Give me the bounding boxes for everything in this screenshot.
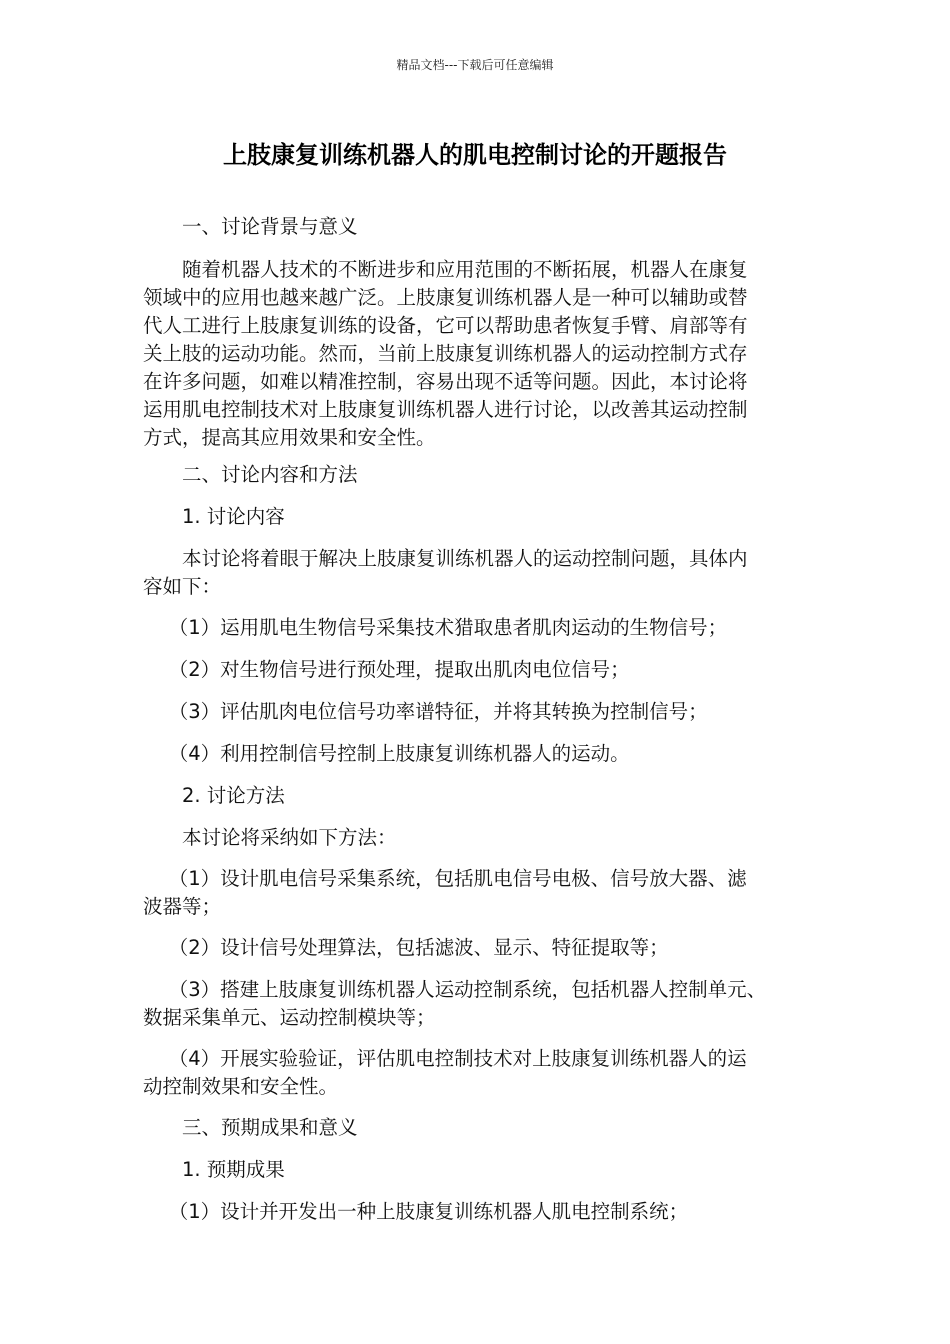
text-line: （3）搭建上肢康复训练机器人运动控制系统，包括机器人控制单元、 xyxy=(143,978,767,1001)
text-line: （2）设计信号处理算法，包括滤波、显示、特征提取等； xyxy=(143,936,669,959)
text-line: 本讨论将着眼于解决上肢康复训练机器人的运动控制问题，具体内 xyxy=(143,547,748,570)
text-line: 二、讨论内容和方法 xyxy=(143,463,358,486)
list-item-outcome-1 xyxy=(143,1198,815,1226)
text-line: （3）评估肌肉电位信号功率谱特征，并将其转换为控制信号； xyxy=(143,700,708,723)
list-item-method-4 xyxy=(143,1045,815,1101)
text-line: 在许多问题，如难以精准控制，容易出现不适等问题。因此，本讨论将 xyxy=(143,370,748,393)
document-title: 上肢康复训练机器人的肌电控制讨论的开题报告 xyxy=(223,141,727,169)
text-line: （1）设计并开发出一种上肢康复训练机器人肌电控制系统； xyxy=(143,1200,689,1223)
subheading-content xyxy=(143,503,815,531)
list-item-method-3 xyxy=(143,976,815,1032)
list-item-content-2 xyxy=(143,656,815,684)
text-line: 三、预期成果和意义 xyxy=(143,1116,358,1139)
list-item-content-4 xyxy=(143,740,815,768)
text-line: 代人工进行上肢康复训练的设备，它可以帮助患者恢复手臂、肩部等有 xyxy=(143,314,748,337)
text-line: （4）开展实验验证，评估肌电控制技术对上肢康复训练机器人的运 xyxy=(143,1047,747,1070)
paragraph-background xyxy=(143,256,815,452)
text-line: 关上肢的运动功能。然而，当前上肢康复训练机器人的运动控制方式存 xyxy=(143,342,748,365)
section-heading-background xyxy=(143,213,815,241)
text-line: 波器等； xyxy=(143,895,222,918)
text-line: 动控制效果和安全性。 xyxy=(143,1075,339,1098)
text-line: 容如下： xyxy=(143,575,222,598)
text-line: 2. 讨论方法 xyxy=(143,784,285,807)
list-item-content-1 xyxy=(143,614,815,642)
page-header: 精品文档---下载后可任意编辑 xyxy=(396,58,554,72)
section-heading-content-method xyxy=(143,461,815,489)
paragraph-content-intro xyxy=(143,545,815,601)
text-line: （1）设计肌电信号采集系统，包括肌电信号电极、信号放大器、滤 xyxy=(143,867,747,890)
text-line: 1. 预期成果 xyxy=(143,1158,285,1181)
text-line: 领域中的应用也越来越广泛。上肢康复训练机器人是一种可以辅助或替 xyxy=(143,286,748,309)
text-line: （4）利用控制信号控制上肢康复训练机器人的运动。 xyxy=(143,742,630,765)
text-line: （2）对生物信号进行预处理，提取出肌肉电位信号； xyxy=(143,658,630,681)
text-line: 一、讨论背景与意义 xyxy=(143,215,358,238)
text-line: 方式，提高其应用效果和安全性。 xyxy=(143,426,436,449)
list-item-method-2 xyxy=(143,934,815,962)
text-line: 1. 讨论内容 xyxy=(143,505,285,528)
text-line: （1）运用肌电生物信号采集技术猎取患者肌肉运动的生物信号； xyxy=(143,616,728,639)
text-line: 数据采集单元、运动控制模块等； xyxy=(143,1006,436,1029)
text-line: 随着机器人技术的不断进步和应用范围的不断拓展，机器人在康复 xyxy=(143,258,748,281)
list-item-content-3 xyxy=(143,698,815,726)
subheading-outcomes xyxy=(143,1156,815,1184)
list-item-method-1 xyxy=(143,865,815,921)
text-line: 运用肌电控制技术对上肢康复训练机器人进行讨论，以改善其运动控制 xyxy=(143,398,748,421)
text-line: 本讨论将采纳如下方法： xyxy=(143,826,397,849)
section-heading-outcomes xyxy=(143,1114,815,1142)
subheading-method xyxy=(143,782,815,810)
paragraph-method-intro xyxy=(143,824,815,852)
